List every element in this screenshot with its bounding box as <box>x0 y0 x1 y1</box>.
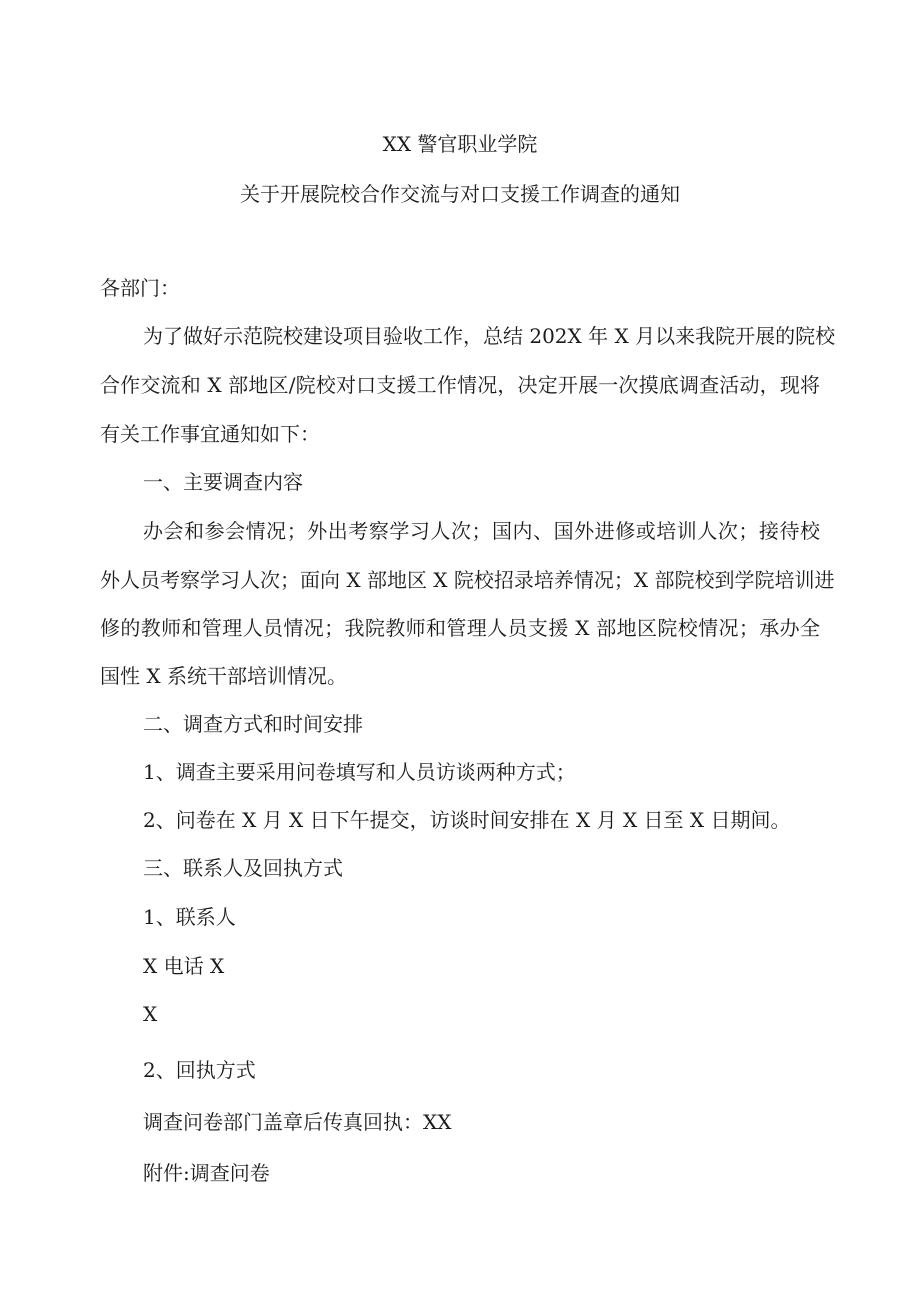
contact-extra: X <box>143 1002 158 1026</box>
salutation: 各部门： <box>100 276 180 300</box>
intro-line-3: 有关工作事宜通知如下： <box>100 422 320 446</box>
section2-heading: 二、调查方式和时间安排 <box>143 712 363 736</box>
section1-line-2: 外人员考察学习人次；面向 X 部地区 X 院校招录培养情况；X 部院校到学院培训进 <box>100 568 835 592</box>
intro-line-2: 合作交流和 X 部地区/院校对口支援工作情况，决定开展一次摸底调查活动，现将 <box>100 373 820 397</box>
reply-heading: 2、回执方式 <box>143 1058 256 1082</box>
notice-title: 关于开展院校合作交流与对口支援工作调查的通知 <box>240 182 680 206</box>
section1-heading: 一、主要调查内容 <box>143 470 303 494</box>
reply-text: 调查问卷部门盖章后传真回执：XX <box>143 1110 452 1134</box>
contact-heading: 1、联系人 <box>143 905 236 929</box>
attachment-label: 附件:调查问卷 <box>143 1161 270 1185</box>
school-name: XX 警官职业学院 <box>382 132 538 156</box>
section1-line-3: 修的教师和管理人员情况；我院教师和管理人员支援 X 部地区院校情况；承办全 <box>100 616 820 640</box>
section2-item-2: 2、问卷在 X 月 X 日下午提交，访谈时间安排在 X 月 X 日至 X 日期间。 <box>143 808 791 832</box>
intro-line-1: 为了做好示范院校建设项目验收工作，总结 202X 年 X 月以来我院开展的院校 <box>143 324 836 348</box>
section2-item-1: 1、调查主要采用问卷填写和人员访谈两种方式； <box>143 760 576 784</box>
section1-line-1: 办会和参会情况；外出考察学习人次；国内、国外进修或培训人次；接待校 <box>143 519 820 543</box>
section3-heading: 三、联系人及回执方式 <box>143 856 343 880</box>
contact-phone: X 电话 X <box>143 954 225 978</box>
section1-line-4: 国性 X 系统干部培训情况。 <box>100 664 347 688</box>
